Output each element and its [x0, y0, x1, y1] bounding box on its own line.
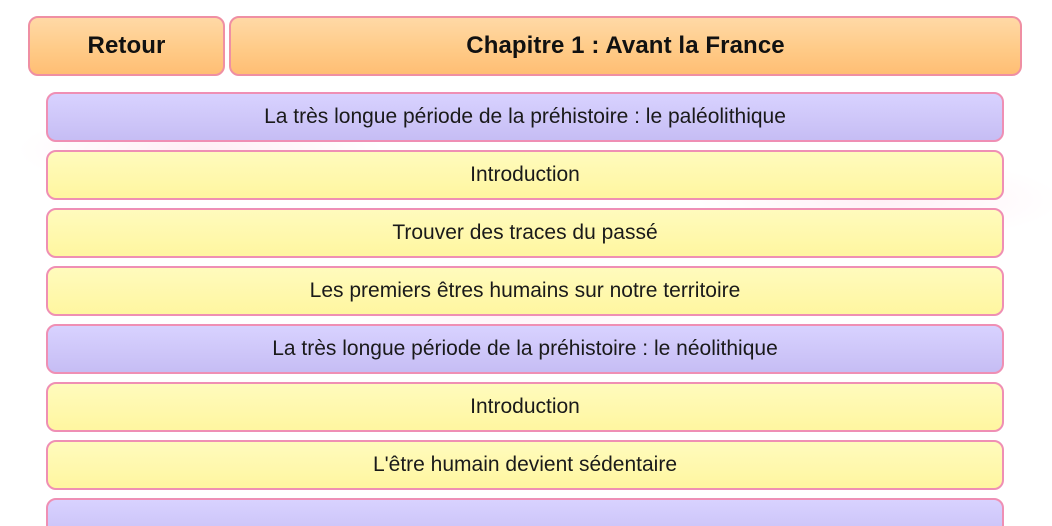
list-item-premiers-etres-humains[interactable]: Les premiers êtres humains sur notre territoire	[46, 266, 1004, 316]
list-item-introduction[interactable]: Introduction	[46, 382, 1004, 432]
header-bar	[28, 16, 1022, 80]
list-item-section-paleolithique[interactable]: La très longue période de la préhistoire : le paléolithique	[46, 92, 1004, 142]
list-item-introduction[interactable]: Introduction	[46, 150, 1004, 200]
list-item-section-neolithique[interactable]: La très longue période de la préhistoire : le néolithique	[46, 324, 1004, 374]
list-item-traces-du-passe[interactable]: Trouver des traces du passé	[46, 208, 1004, 258]
back-button[interactable]: Retour	[28, 16, 225, 76]
lesson-list	[46, 92, 1004, 526]
list-item-partial[interactable]	[46, 498, 1004, 526]
list-item-sedentaire[interactable]: L'être humain devient sédentaire	[46, 440, 1004, 490]
chapter-title: Chapitre 1 : Avant la France	[229, 16, 1022, 76]
